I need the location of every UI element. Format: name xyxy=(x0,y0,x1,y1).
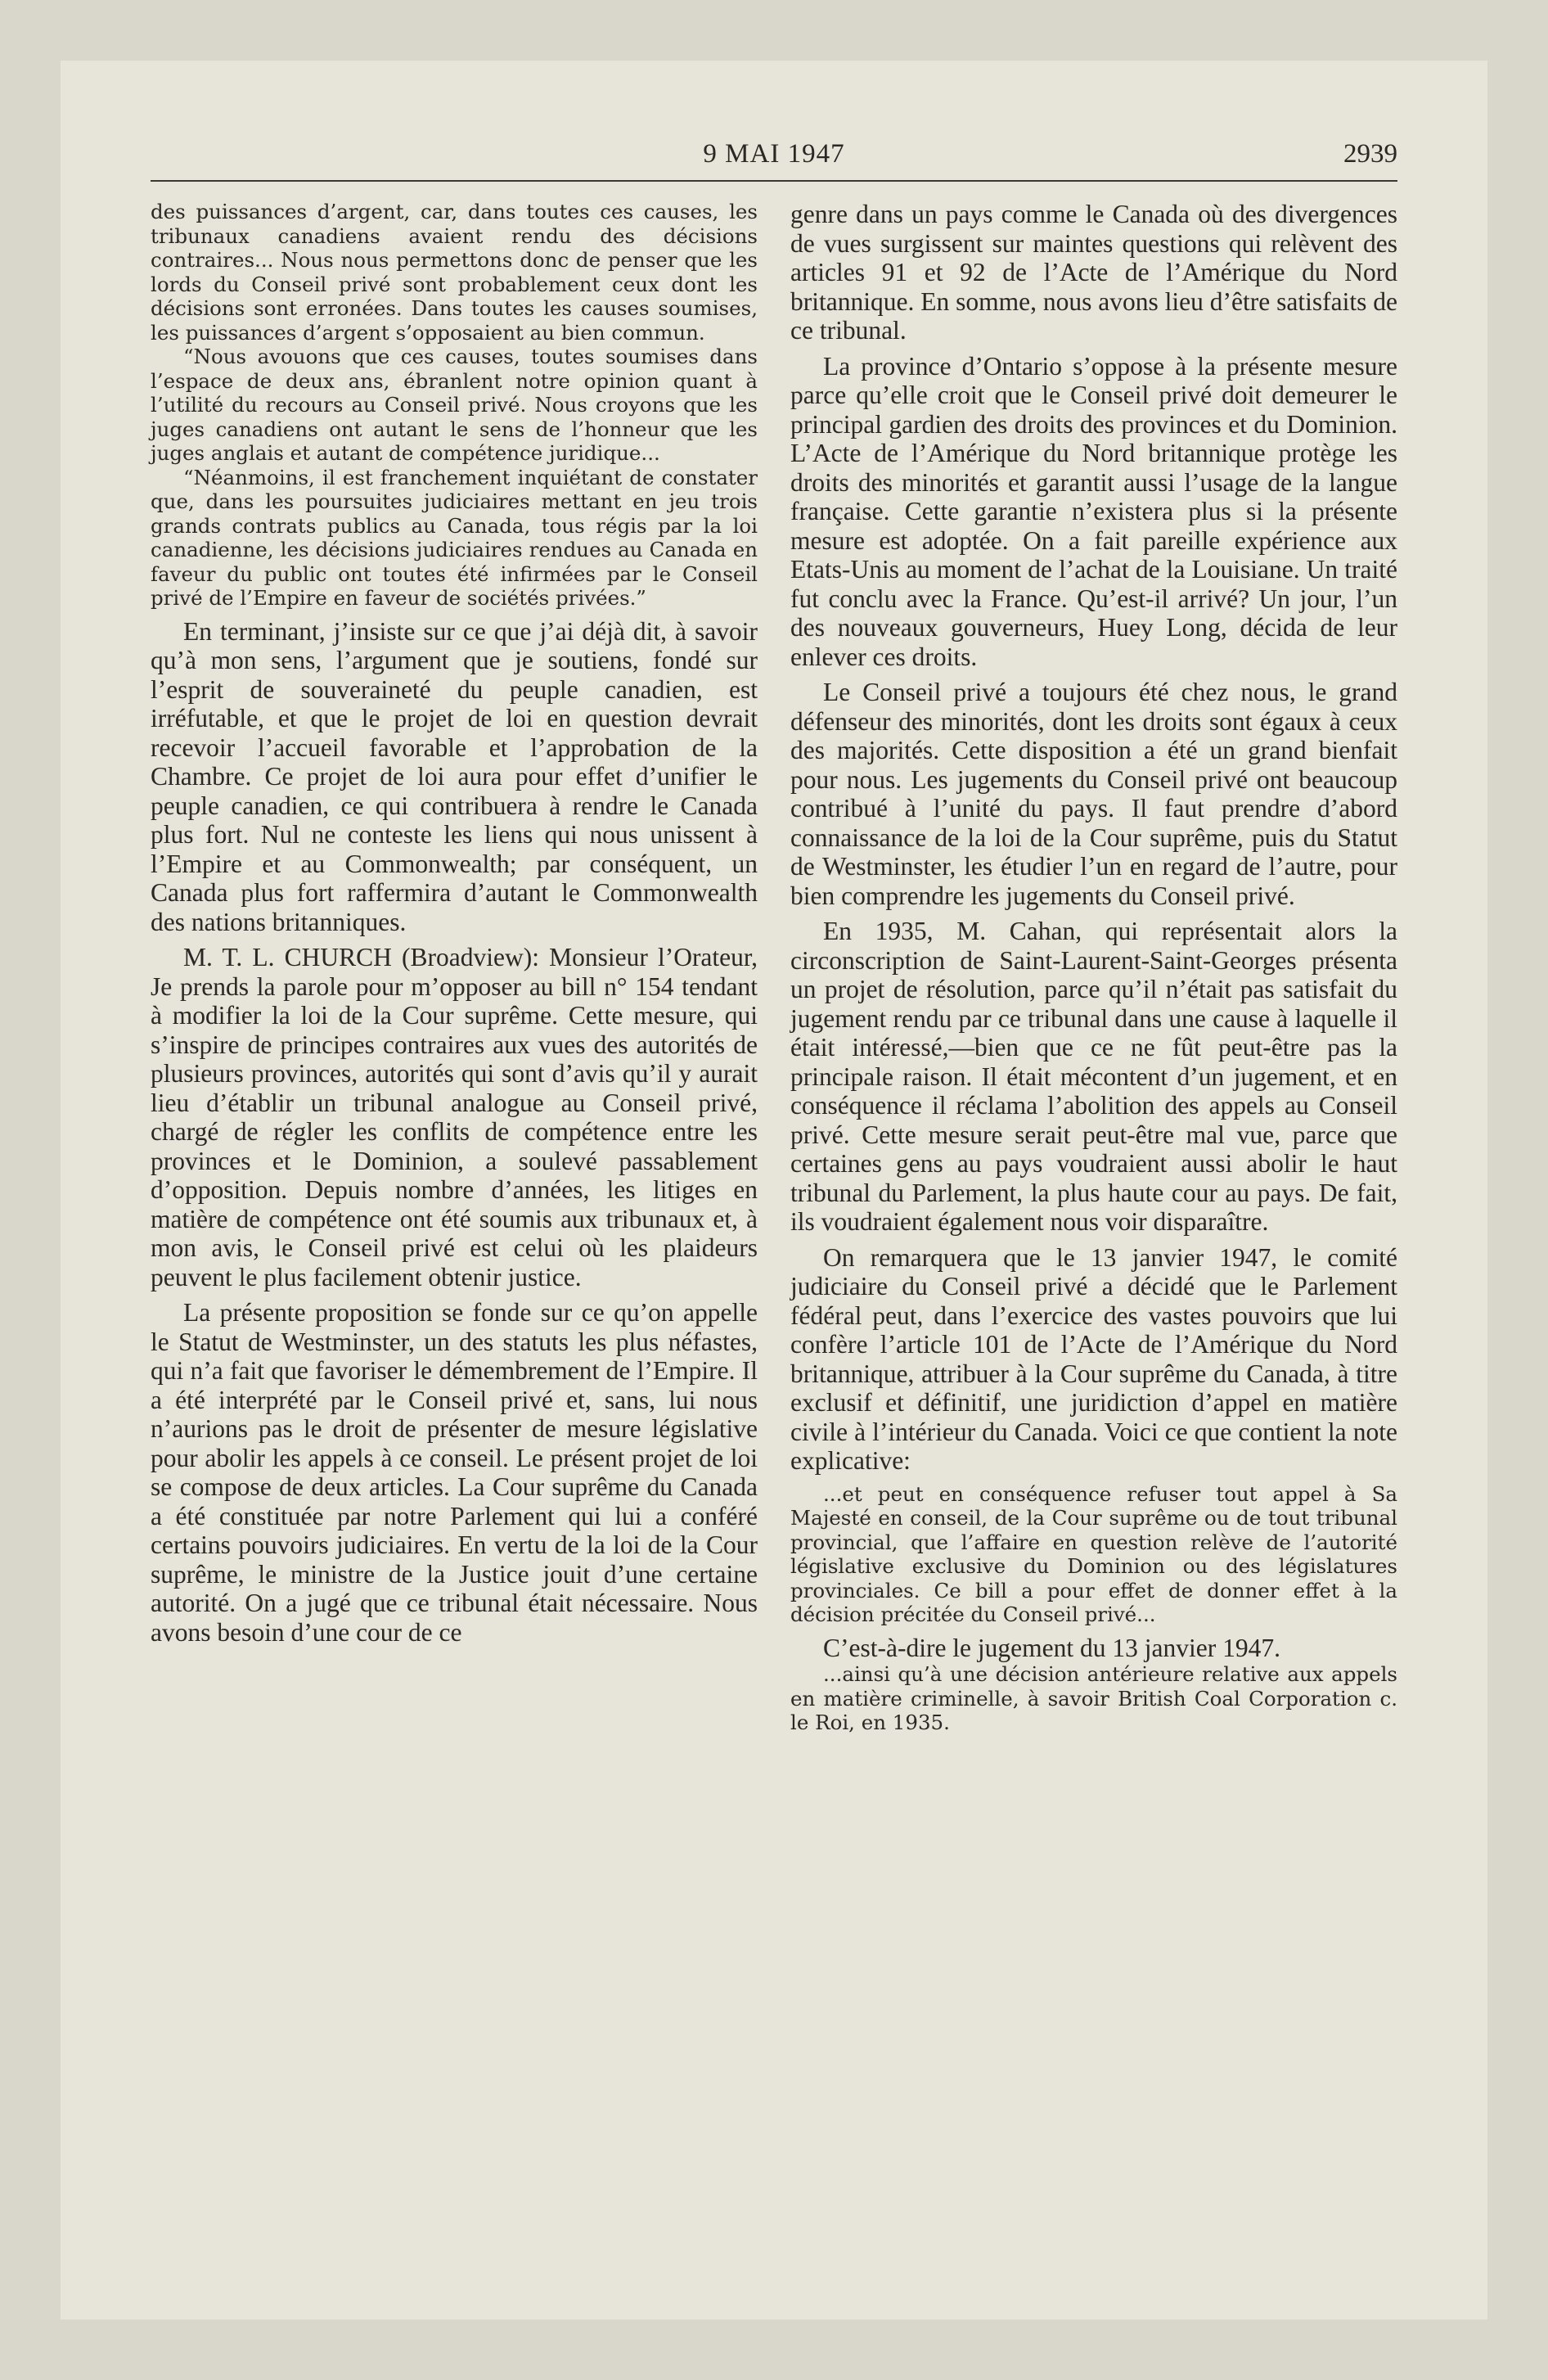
quoted-paragraph: “Nous avouons que ces causes, toutes soumises dans l’espace de deux ans, ébranlent notre opinion quant à l’utilité du recours au Conseil privé. Nous croyons que les juges canadiens ont autant le sens de l’honneur que les juges anglais et autant de compétence juridique... xyxy=(151,345,758,465)
header-date: 9 MAI 1947 xyxy=(703,139,845,169)
page xyxy=(61,61,1487,2319)
paragraph: En terminant, j’insiste sur ce que j’ai déjà dit, à savoir qu’à mon sens, l’argument que je soutiens, fondé sur l’esprit de souveraineté du peuple canadien, est irréfutable, et que le projet de loi en question devrait recevoir l’accueil favorable et l’approbation de la Chambre. Ce projet de loi aura pour effet d’unifier le peuple canadien, ce qui contribuera à rendre le Canada plus fort. Nul ne conteste les liens qui nous unissent à l’Empire et au Commonwealth; par conséquent, un Canada plus fort raffermira d’autant le Commonwealth des nations britanniques. xyxy=(151,616,758,936)
paragraph: La présente proposition se fonde sur ce qu’on appelle le Statut de Westminster, un des statuts les plus néfastes, qui n’a fait que favoriser le démembrement de l’Empire. Il a été interprété par le Conseil privé et, sans, lui nous n’aurions pas le droit de présenter de mesure législative pour abolir les appels à ce conseil. Le présent projet de loi se compose de deux articles. La Cour suprême du Canada a été constituée par notre Parlement qui lui a conféré certains pouvoirs judiciaires. En vertu de la loi de la Cour suprême, le ministre de la Justice jouit d’une certaine autorité. On a jugé que ce tribunal était nécessaire. Nous avons besoin d’une cour de ce xyxy=(151,1298,758,1647)
paragraph: En 1935, M. Cahan, qui représentait alors la circonscription de Saint-Laurent-Saint-Georges présenta un projet de résolution, parce qu’il n’était pas satisfait du jugement rendu par ce tribunal dans une cause à laquelle il était intéressé,—bien que ce ne fût peut-être pas la principale raison. Il était mécontent d’un jugement, et en conséquence il réclama l’abolition des appels au Conseil privé. Cette mesure serait peut-être mal vue, parce que certaines gens au pays voudraient aussi abolir le haut tribunal du Parlement, la plus haute cour au pays. De fait, ils voudraient également nous voir disparaître. xyxy=(790,917,1397,1236)
quoted-paragraph: “Néanmoins, il est franchement inquiétant de constater que, dans les poursuites judiciaires mettant en jeu trois grands contrats publics au Canada, tous régis par la loi canadienne, les décisions judiciaires rendues au Canada en faveur du public ont toutes été infirmées par le Conseil privé de l’Empire en faveur de sociétés privées.” xyxy=(151,465,758,610)
running-header xyxy=(151,139,1397,182)
quoted-paragraph: ...ainsi qu’à une décision antérieure relative aux appels en matière criminelle, à savoir British Coal Corporation c. le Roi, en 1935. xyxy=(790,1662,1397,1734)
paragraph: La province d’Ontario s’oppose à la présente mesure parce qu’elle croit que le Conseil privé doit demeurer le principal gardien des droits des provinces et du Dominion. L’Acte de l’Amérique du Nord britannique protège les droits des minorités et garantit aussi l’usage de la langue française. Cette garantie n’existera plus si la présente mesure est adoptée. On a fait pareille expérience aux Etats-Unis au moment de l’achat de la Louisiane. Un traité fut conclu avec la France. Qu’est-il arrivé? Un jour, l’un des nouveaux gouverneurs, Huey Long, décida de leur enlever ces droits. xyxy=(790,351,1397,671)
quoted-paragraph: des puissances d’argent, car, dans toutes ces causes, les tribunaux canadiens avaient rendu des décisions contraires... Nous nous permettons donc de penser que les lords du Conseil privé sont probablement ceux dont les décisions sont erronées. Dans toutes les causes soumises, les puissances d’argent s’opposaient au bien commun. xyxy=(151,200,758,345)
paragraph: On remarquera que le 13 janvier 1947, le comité judiciaire du Conseil privé a décidé que le Parlement fédéral peut, dans l’exercice des vastes pouvoirs que lui confère l’article 101 de l’Acte de l’Amérique du Nord britannique, attribuer à la Cour suprême du Canada, à titre exclusif et définitif, une juridiction d’appel en matière civile à l’intérieur du Canada. Voici ce que contient la note explicative: xyxy=(790,1242,1397,1475)
right-column xyxy=(790,200,1397,1735)
page-number: 2939 xyxy=(1343,139,1397,169)
paragraph: Le Conseil privé a toujours été chez nous, le grand défenseur des minorités, dont les droits sont égaux à ceux des majorités. Cette disposition a été un grand bienfait pour nous. Les jugements du Conseil privé ont beaucoup contribué à l’unité du pays. Il faut prendre d’abord connaissance de la loi de la Cour suprême, puis du Statut de Westminster, les étudier l’un en regard de l’autre, pour bien comprendre les jugements du Conseil privé. xyxy=(790,678,1397,910)
quoted-paragraph: ...et peut en conséquence refuser tout appel à Sa Majesté en conseil, de la Cour suprême ou de tout tribunal provincial, que l’affaire en question relève de l’autorité législative exclusive du Dominion ou des législatures provinciales. Ce bill a pour effet de donner effet à la décision précitée du Conseil privé... xyxy=(790,1481,1397,1626)
paragraph: genre dans un pays comme le Canada où des divergences de vues surgissent sur maintes questions qui relèvent des articles 91 et 92 de l’Acte de l’Amérique du Nord britannique. En somme, nous avons lieu d’être satisfaits de ce tribunal. xyxy=(790,200,1397,345)
left-column xyxy=(151,200,758,1735)
columns xyxy=(151,200,1397,1735)
paragraph: C’est-à-dire le jugement du 13 janvier 1947. xyxy=(823,1633,1280,1662)
speaker-paragraph: M. T. L. CHURCH (Broadview): Monsieur l’Orateur, Je prends la parole pour m’opposer au bill n° 154 tendant à modifier la loi de la Cour suprême. Cette mesure, qui s’inspire de principes contraires aux vues des autorités de plusieurs provinces, autorités qui sont d’avis qu’il y aurait lieu d’établir un tribunal analogue au Conseil privé, chargé de régler les conflits de compétence entre les provinces et le Dominion, a soulevé passablement d’opposition. Depuis nombre d’années, les litiges en matière de compétence ont été soumis aux tribunaux et, à mon avis, le Conseil privé est celui où les plaideurs peuvent le plus facilement obtenir justice. xyxy=(151,943,758,1291)
